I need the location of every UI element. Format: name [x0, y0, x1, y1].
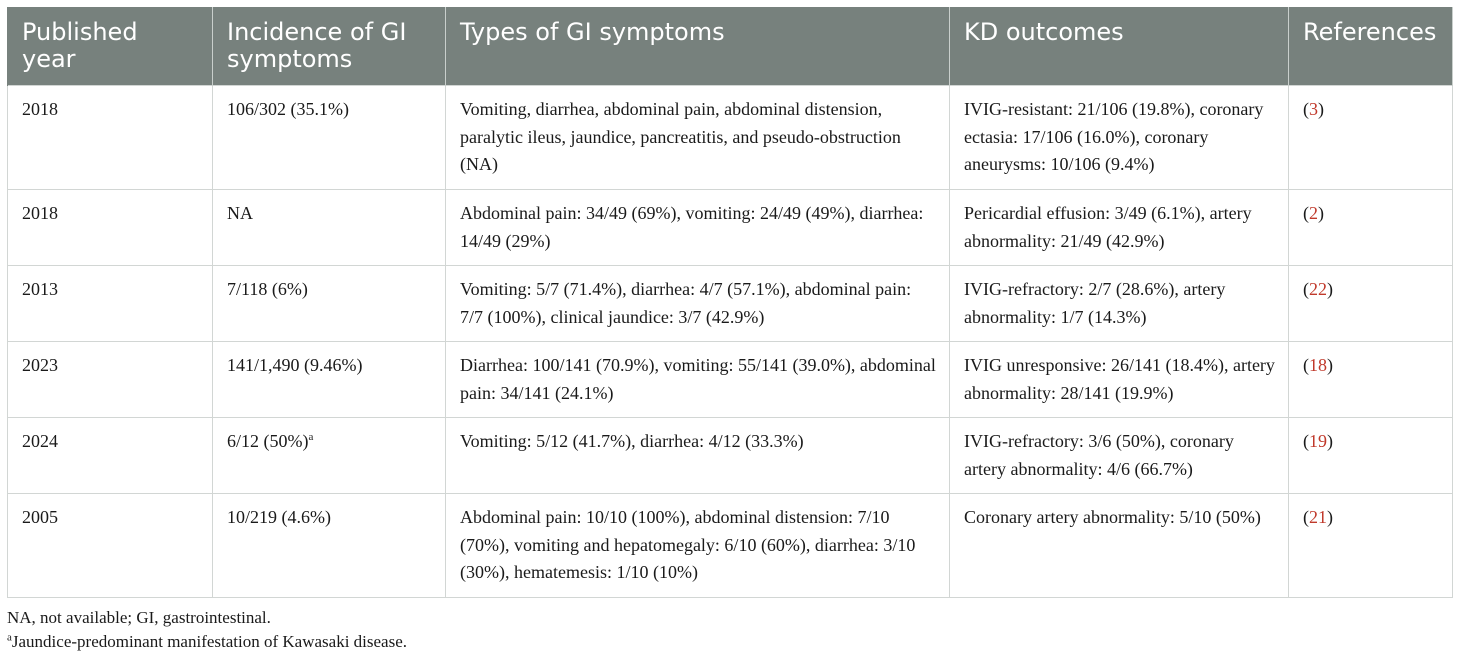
incidence-value: 106/302 (35.1%)	[227, 99, 349, 119]
cell-reference: (21)	[1289, 494, 1453, 598]
cell-reference: (19)	[1289, 418, 1453, 494]
gi-symptoms-table-container	[7, 7, 1452, 598]
table-row	[8, 342, 1453, 418]
cell-year: 2018	[8, 190, 213, 266]
cell-outcomes: IVIG-refractory: 2/7 (28.6%), artery abnormality: 1/7 (14.3%)	[950, 266, 1289, 342]
cell-reference: (3)	[1289, 86, 1453, 190]
cell-incidence	[213, 190, 446, 266]
cell-outcomes: Pericardial effusion: 3/49 (6.1%), artery abnormality: 21/49 (42.9%)	[950, 190, 1289, 266]
reference-link[interactable]: 18	[1309, 355, 1327, 375]
cell-year: 2023	[8, 342, 213, 418]
cell-incidence	[213, 342, 446, 418]
cell-year: 2024	[8, 418, 213, 494]
cell-incidence	[213, 86, 446, 190]
table-row	[8, 86, 1453, 190]
table-footnotes	[7, 606, 407, 654]
reference-link[interactable]: 3	[1309, 99, 1318, 119]
reference-link[interactable]: 19	[1309, 431, 1327, 451]
cell-reference: (22)	[1289, 266, 1453, 342]
footnote-a	[7, 630, 407, 654]
cell-outcomes: IVIG unresponsive: 26/141 (18.4%), artery abnormality: 28/141 (19.9%)	[950, 342, 1289, 418]
cell-reference: (18)	[1289, 342, 1453, 418]
reference-link[interactable]: 2	[1309, 203, 1318, 223]
cell-types: Diarrhea: 100/141 (70.9%), vomiting: 55/141 (39.0%), abdominal pain: 34/141 (24.1%)	[446, 342, 950, 418]
header-references: References	[1289, 7, 1453, 86]
table-row	[8, 418, 1453, 494]
header-published-year: Published year	[8, 7, 213, 86]
cell-types: Vomiting: 5/7 (71.4%), diarrhea: 4/7 (57.1%), abdominal pain: 7/7 (100%), clinical jaundice: 3/7 (42.9%)	[446, 266, 950, 342]
cell-types: Abdominal pain: 34/49 (69%), vomiting: 24/49 (49%), diarrhea: 14/49 (29%)	[446, 190, 950, 266]
cell-year: 2013	[8, 266, 213, 342]
incidence-value: NA	[227, 203, 253, 223]
cell-outcomes: Coronary artery abnormality: 5/10 (50%)	[950, 494, 1289, 598]
header-kd-outcomes: KD outcomes	[950, 7, 1289, 86]
table-row	[8, 190, 1453, 266]
footnote-a-marker: a	[7, 631, 12, 644]
header-types: Types of GI symptoms	[446, 7, 950, 86]
cell-outcomes: IVIG-resistant: 21/106 (19.8%), coronary ectasia: 17/106 (16.0%), coronary aneurysms: 10/106 (9.4%)	[950, 86, 1289, 190]
cell-year: 2018	[8, 86, 213, 190]
cell-reference: (2)	[1289, 190, 1453, 266]
footnote-abbreviations: NA, not available; GI, gastrointestinal.	[7, 608, 271, 627]
incidence-value: 141/1,490 (9.46%)	[227, 355, 363, 375]
table-row	[8, 266, 1453, 342]
cell-incidence	[213, 266, 446, 342]
incidence-value: 10/219 (4.6%)	[227, 507, 331, 527]
table-header-row	[8, 7, 1453, 86]
header-incidence: Incidence of GI symptoms	[213, 7, 446, 86]
cell-outcomes: IVIG-refractory: 3/6 (50%), coronary artery abnormality: 4/6 (66.7%)	[950, 418, 1289, 494]
incidence-value: 6/12 (50%)	[227, 431, 309, 451]
reference-link[interactable]: 21	[1309, 507, 1327, 527]
footnote-marker: a	[308, 431, 314, 443]
footnote-a-text: Jaundice-predominant manifestation of Kawasaki disease.	[11, 632, 408, 651]
cell-types: Vomiting, diarrhea, abdominal pain, abdominal distension, paralytic ileus, jaundice, pancreatitis, and pseudo-obstruction (NA)	[446, 86, 950, 190]
incidence-value: 7/118 (6%)	[227, 279, 308, 299]
cell-year: 2005	[8, 494, 213, 598]
reference-link[interactable]: 22	[1309, 279, 1327, 299]
cell-types: Vomiting: 5/12 (41.7%), diarrhea: 4/12 (33.3%)	[446, 418, 950, 494]
cell-incidence	[213, 418, 446, 494]
table-row	[8, 494, 1453, 598]
gi-symptoms-table	[7, 7, 1453, 598]
cell-types: Abdominal pain: 10/10 (100%), abdominal distension: 7/10 (70%), vomiting and hepatomegaly: 6/10 (60%), diarrhea: 3/10 (30%), hematemesis: 1/10 (10%)	[446, 494, 950, 598]
cell-incidence	[213, 494, 446, 598]
